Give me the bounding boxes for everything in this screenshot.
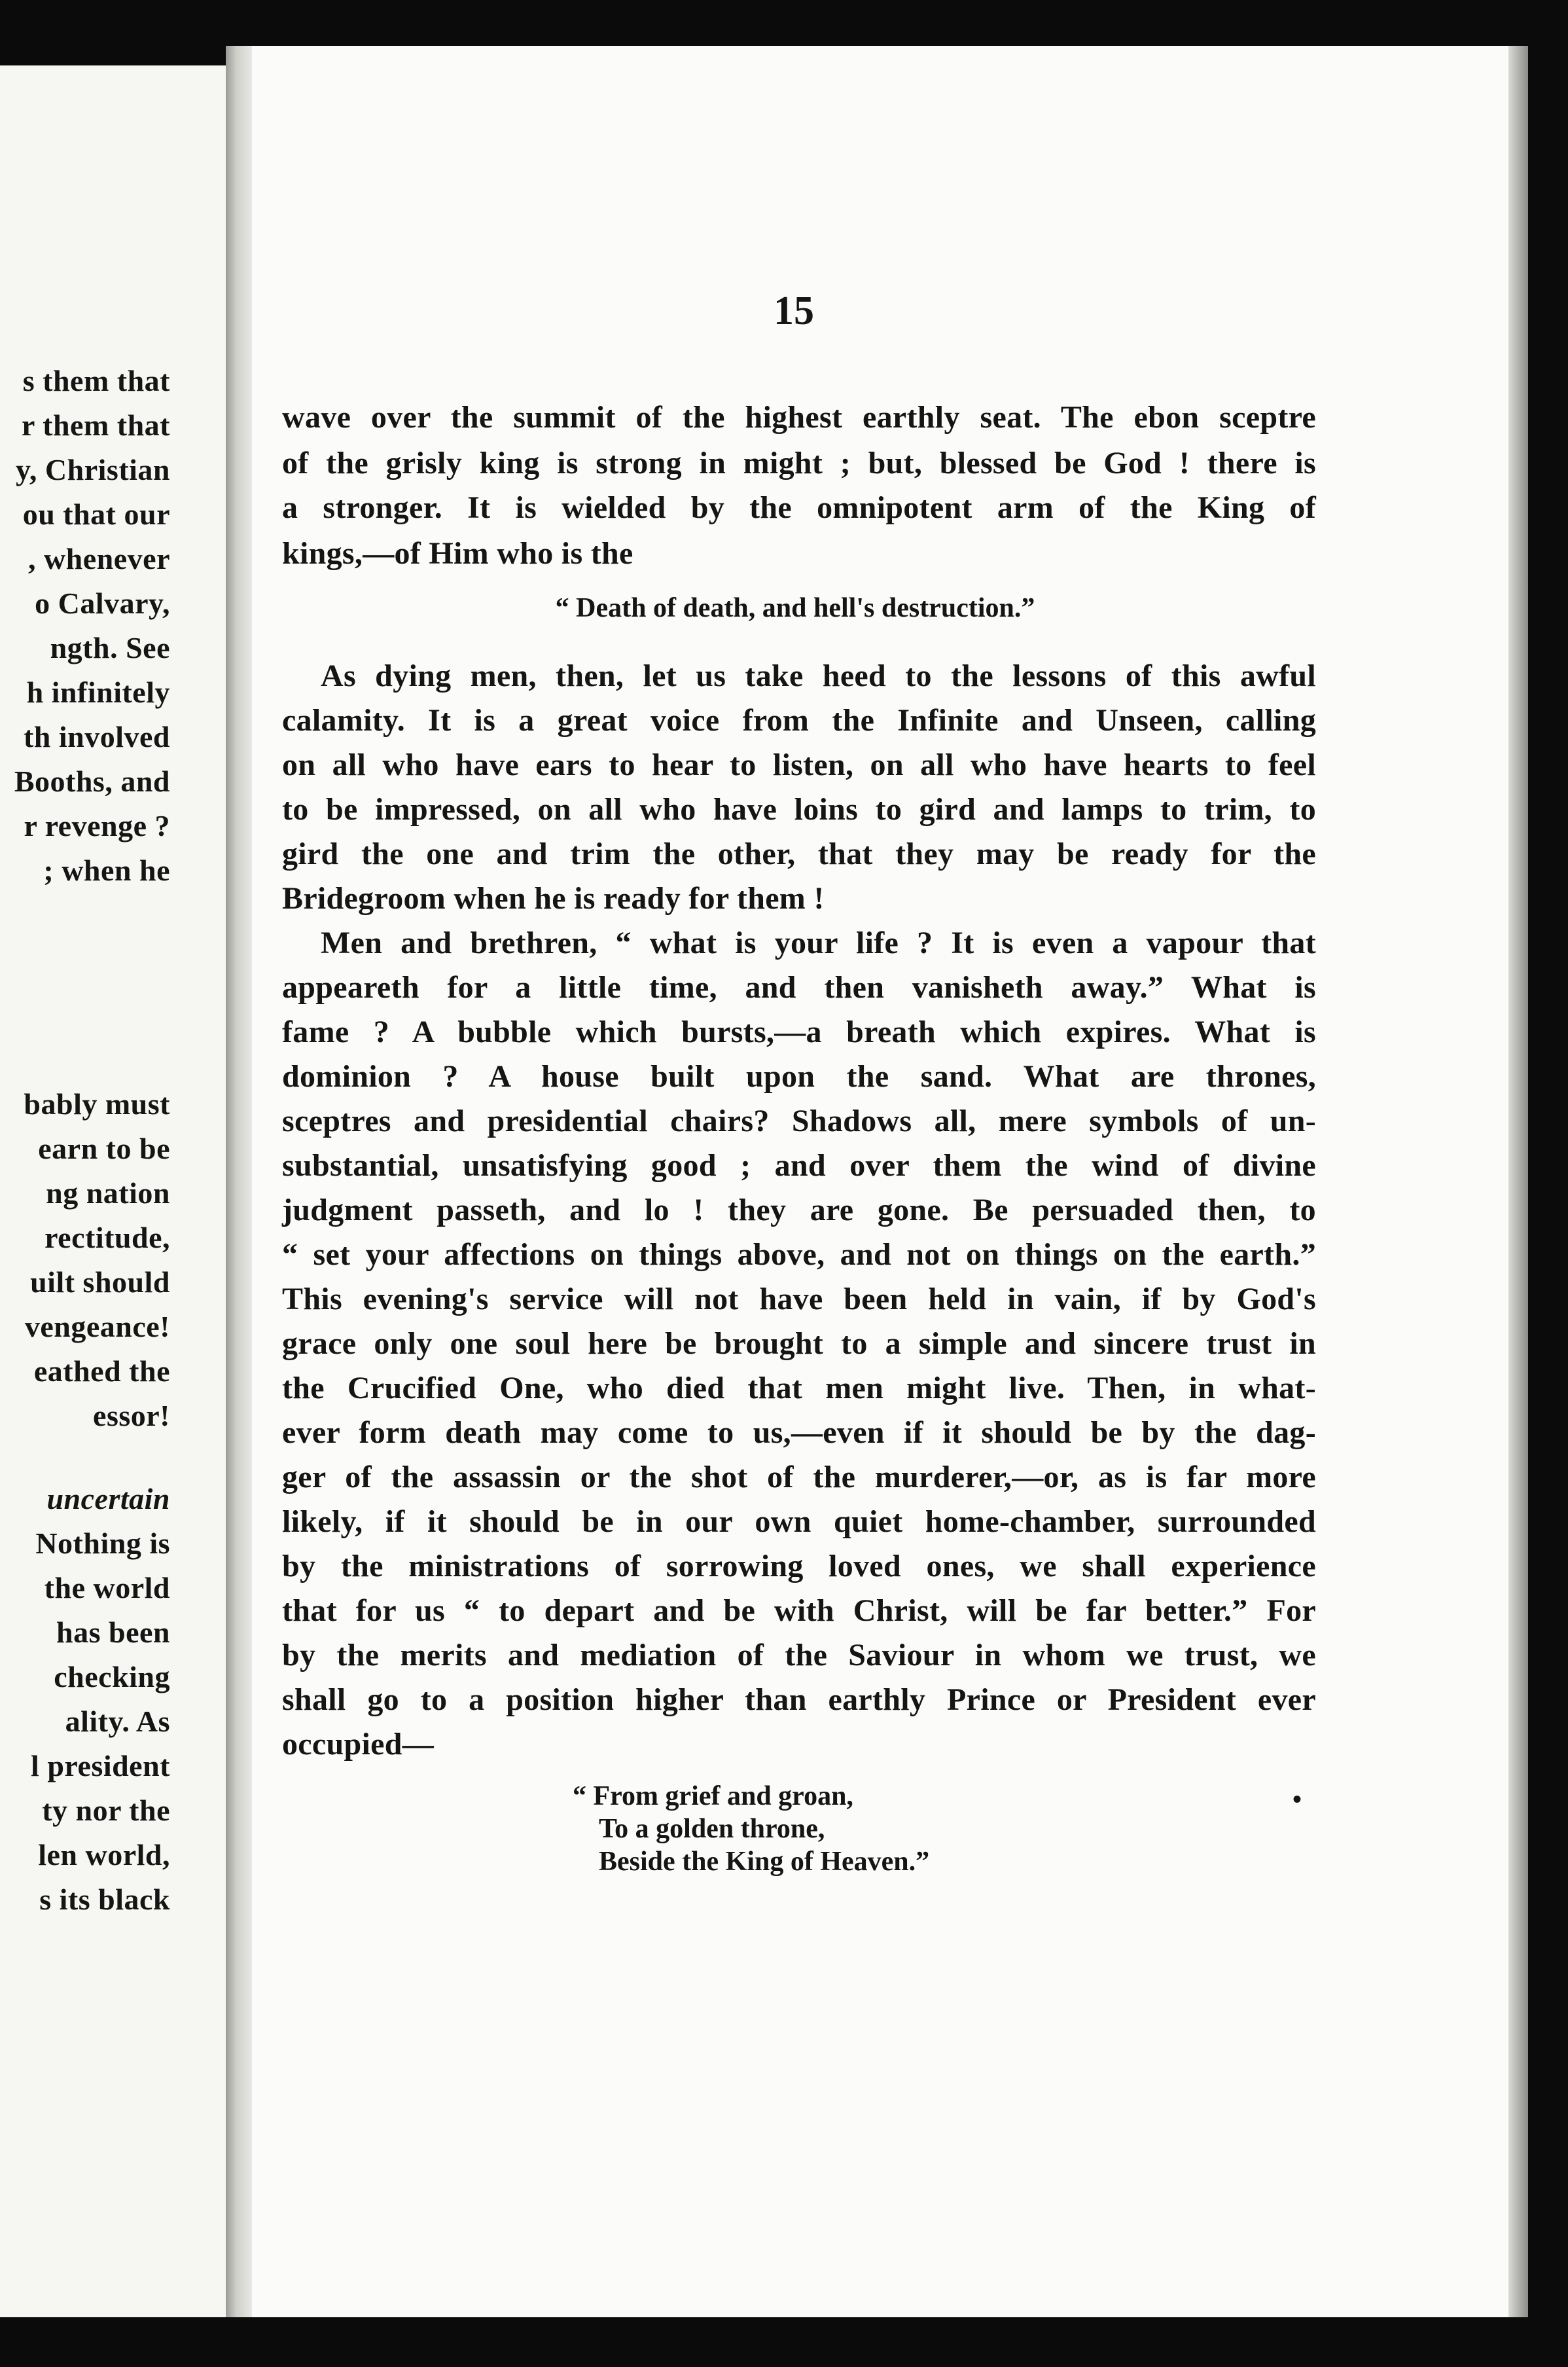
- paragraph-line: “ set your affections on things above, and not on things on the earth.”: [282, 1237, 1316, 1272]
- left-page-line: o Calvary,: [35, 587, 170, 620]
- left-page-line: ; when he: [43, 854, 170, 887]
- left-page-line: checking: [54, 1660, 170, 1693]
- left-page-fragment: [0, 65, 226, 2317]
- paragraph-line: the Crucified One, who died that men might live. Then, in what-: [282, 1371, 1316, 1405]
- paragraph-line: that for us “ to depart and be with Christ, will be far better.” For: [282, 1593, 1316, 1628]
- paragraph-line: substantial, unsatisfying good ; and over them the wind of divine: [282, 1148, 1316, 1183]
- book-gutter: [226, 46, 252, 2317]
- left-page-line: ngth. See: [50, 631, 170, 664]
- paragraph-line: sceptres and presidential chairs? Shadows all, mere symbols of un-: [282, 1104, 1316, 1138]
- poem-line: To a golden throne,: [599, 1814, 825, 1844]
- left-page-line: uilt should: [30, 1265, 170, 1299]
- paragraph-line: of the grisly king is strong in might ; but, blessed be God ! there is: [282, 446, 1316, 480]
- paragraph-line: shall go to a position higher than earthly Prince or President ever: [282, 1682, 1316, 1717]
- paragraph-line: grace only one soul here be brought to a simple and sincere trust in: [282, 1326, 1316, 1361]
- left-page-line: r revenge ?: [24, 809, 170, 842]
- paragraph-line: As dying men, then, let us take heed to the lessons of this awful: [321, 659, 1316, 693]
- left-page-line: earn to be: [38, 1132, 170, 1165]
- left-page-line: ality. As: [65, 1705, 170, 1738]
- paragraph-line: dominion ? A house built upon the sand. What are thrones,: [282, 1059, 1316, 1094]
- left-page-line: l president: [31, 1749, 170, 1782]
- paragraph-line: by the ministrations of sorrowing loved ones, we shall experience: [282, 1549, 1316, 1583]
- left-page-line: ng nation: [46, 1176, 170, 1210]
- left-page-line: r them that: [22, 408, 170, 442]
- page-edge-shadow: [1508, 46, 1528, 2317]
- paragraph-line: Bridegroom when he is ready for them !: [282, 881, 825, 916]
- left-page-line: Booths, and: [14, 765, 170, 798]
- left-page-line: bably must: [24, 1087, 170, 1121]
- paragraph-line: calamity. It is a great voice from the Infinite and Unseen, calling: [282, 703, 1316, 738]
- left-page-line: rectitude,: [45, 1221, 170, 1254]
- left-page-line: uncertain: [46, 1482, 170, 1515]
- paragraph-line: to be impressed, on all who have loins to gird and lamps to trim, to: [282, 792, 1316, 827]
- left-page-line: vengeance!: [24, 1310, 170, 1343]
- left-page-line: th involved: [23, 720, 170, 753]
- poem-line: Beside the King of Heaven.”: [599, 1847, 930, 1877]
- paragraph-line: Men and brethren, “ what is your life ? It is even a vapour that: [321, 926, 1316, 960]
- left-page-line: , whenever: [27, 542, 170, 575]
- left-page-line: has been: [56, 1616, 170, 1649]
- left-page-line: eathed the: [33, 1354, 170, 1388]
- left-page-line: essor!: [93, 1399, 170, 1432]
- right-page: [252, 46, 1508, 2317]
- paragraph-line: kings,—of Him who is the: [282, 536, 633, 571]
- paragraph-line: appeareth for a little time, and then vanisheth away.” What is: [282, 970, 1316, 1005]
- left-page-line: ty nor the: [42, 1794, 170, 1827]
- left-page-line: Nothing is: [35, 1527, 170, 1560]
- paragraph-line: ever form death may come to us,—even if it should be by the dag-: [282, 1415, 1316, 1450]
- paragraph-line: likely, if it should be in our own quiet home-chamber, surrounded: [282, 1504, 1316, 1539]
- paragraph-line: wave over the summit of the highest earthly seat. The ebon sceptre: [282, 400, 1316, 435]
- paragraph-line: gird the one and trim the other, that they may be ready for the: [282, 837, 1316, 871]
- left-page-line: len world,: [38, 1838, 170, 1871]
- left-page-line: the world: [44, 1571, 170, 1604]
- left-page-line: s them that: [22, 364, 170, 397]
- paragraph-line: a stronger. It is wielded by the omnipotent arm of the King of: [282, 490, 1316, 525]
- paragraph-line: judgment passeth, and lo ! they are gone. Be persuaded then, to: [282, 1193, 1316, 1227]
- block-quote: “ Death of death, and hell's destruction.”: [555, 593, 1035, 623]
- page-number: 15: [774, 289, 814, 333]
- paragraph-line: on all who have ears to hear to listen, on all who have hearts to feel: [282, 748, 1316, 782]
- left-page-line: y, Christian: [15, 453, 170, 486]
- left-page-line: ou that our: [22, 497, 170, 531]
- left-page-line: s its black: [39, 1883, 170, 1916]
- poem-line: “ From grief and groan,: [573, 1781, 853, 1811]
- paragraph-line: fame ? A bubble which bursts,—a breath which expires. What is: [282, 1015, 1316, 1049]
- paragraph-line: This evening's service will not have been held in vain, if by God's: [282, 1282, 1316, 1316]
- left-page-line: h infinitely: [26, 676, 170, 709]
- stray-ink-dot: •: [1292, 1784, 1302, 1814]
- paragraph-line: by the merits and mediation of the Saviour in whom we trust, we: [282, 1638, 1316, 1672]
- paragraph-line: ger of the assassin or the shot of the murderer,—or, as is far more: [282, 1460, 1316, 1494]
- paragraph-line: occupied—: [282, 1727, 435, 1762]
